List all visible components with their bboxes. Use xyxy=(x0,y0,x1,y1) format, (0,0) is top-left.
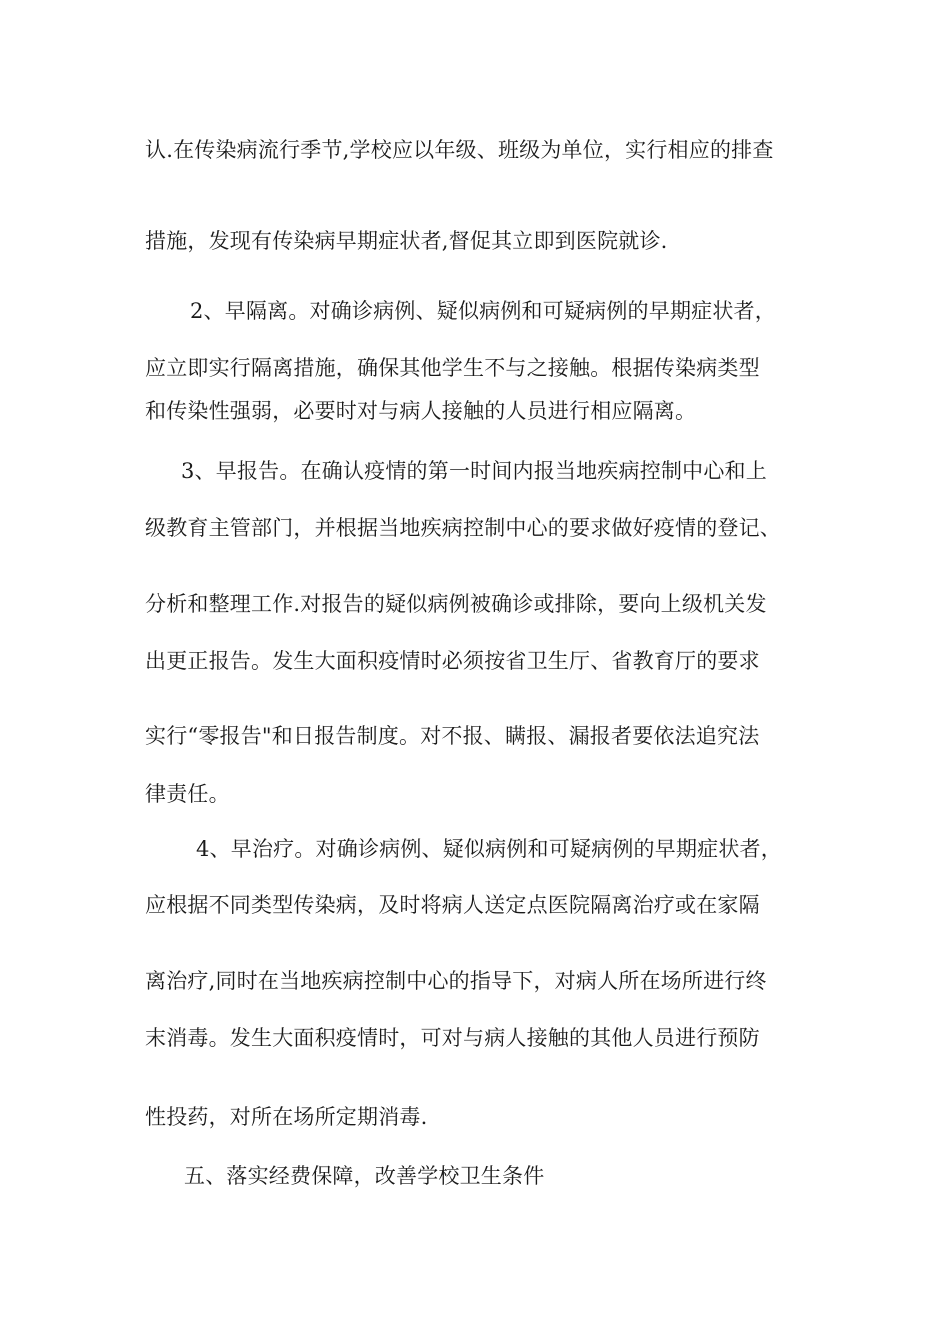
text-line: 分析和整理工作.对报告的疑似病例被确诊或排除，要向上级机关发 xyxy=(145,592,767,616)
text-line: 应根据不同类型传染病，及时将病人送定点医院隔离治疗或在家隔 xyxy=(145,893,760,917)
text-line: 末消毒。发生大面积疫情时，可对与病人接触的其他人员进行预防 xyxy=(145,1026,760,1050)
paragraph-item-4-start: 4、早治疗。对确诊病例、疑似病例和可疑病例的早期症状者， xyxy=(196,837,782,861)
text-line: 离治疗,同时在当地疾病控制中心的指导下，对病人所在场所进行终 xyxy=(145,969,767,993)
paragraph-item-3-start: 3、早报告。在确认疫情的第一时间内报当地疾病控制中心和上 xyxy=(181,459,767,483)
text-line: 实行“零报告"和日报告制度。对不报、瞒报、漏报者要依法追究法 xyxy=(145,724,760,748)
text-line: 和传染性强弱，必要时对与病人接触的人员进行相应隔离。 xyxy=(145,399,697,423)
text-line: 认.在传染病流行季节,学校应以年级、班级为单位，实行相应的排查 xyxy=(145,138,774,162)
section-heading: 五、落实经费保障，改善学校卫生条件 xyxy=(184,1164,545,1188)
text-line: 级教育主管部门，并根据当地疾病控制中心的要求做好疫情的登记、 xyxy=(145,516,781,540)
text-line: 应立即实行隔离措施，确保其他学生不与之接触。根据传染病类型 xyxy=(145,356,760,380)
text-line: 性投药，对所在场所定期消毒. xyxy=(145,1105,428,1129)
paragraph-item-2-start: 2、早隔离。对确诊病例、疑似病例和可疑病例的早期症状者， xyxy=(190,299,776,323)
text-line: 律责任。 xyxy=(145,782,230,806)
text-line: 措施，发现有传染病早期症状者,督促其立即到医院就诊. xyxy=(145,229,668,253)
text-line: 出更正报告。发生大面积疫情时必须按省卫生厅、省教育厅的要求 xyxy=(145,649,760,673)
